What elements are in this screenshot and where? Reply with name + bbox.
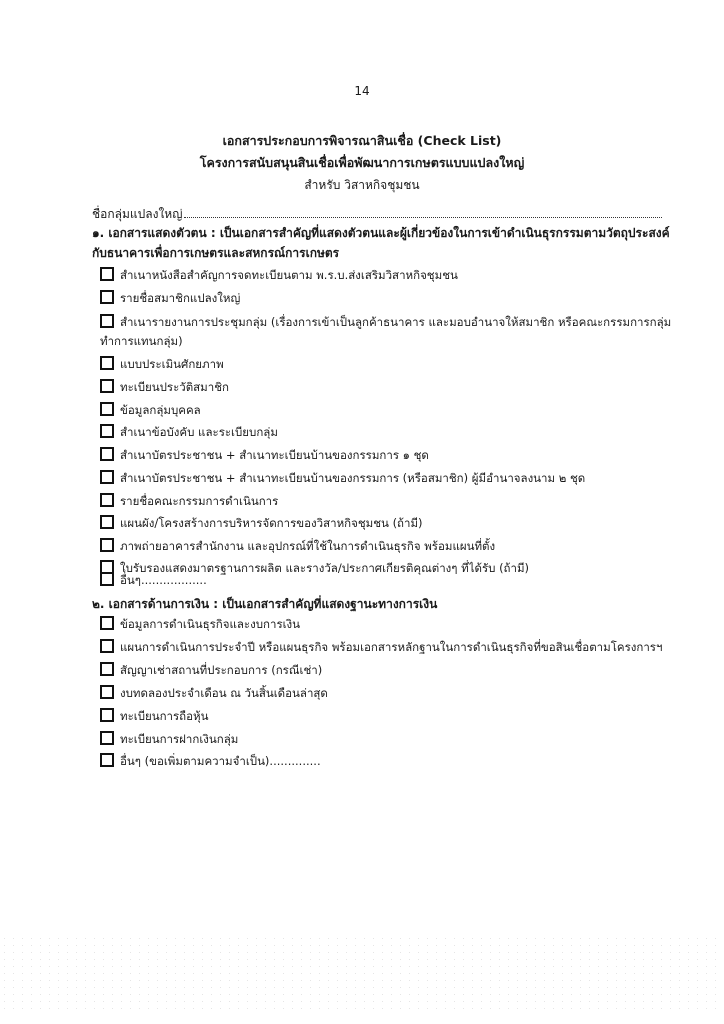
item-label: แผนผัง/โครงสร้างการบริหารจัดการของวิสาหกิจชุมชน (ถ้ามี) <box>120 516 423 530</box>
section2-heading: ๒. เอกสารด้านการเงิน : เป็นเอกสารสำคัญที่แสดงฐานะทางการเงิน <box>92 597 438 611</box>
checklist-item <box>100 684 690 703</box>
item-label: สำเนารายงานการประชุมกลุ่ม (เรื่องการเข้าเป็นลูกค้าธนาคาร และมอบอำนาจให้สมาชิก หรือคณะกรรมการกลุ่มทำการแทนกลุ่ม) <box>100 315 672 348</box>
item-label: อื่นๆ.................. <box>120 573 207 587</box>
checklist-item <box>100 289 690 308</box>
item-label: ทะเบียนการฝากเงินกลุ่ม <box>120 732 239 746</box>
checklist-item <box>100 615 690 634</box>
group-name-blank[interactable] <box>184 207 662 218</box>
checklist-item <box>100 730 690 749</box>
checklist-item <box>100 707 690 726</box>
checklist-item <box>100 638 690 657</box>
checkbox[interactable] <box>100 356 114 370</box>
checklist-item <box>100 537 690 556</box>
checkbox[interactable] <box>100 447 114 461</box>
checklist-item <box>100 355 690 374</box>
checklist-item <box>100 313 675 351</box>
item-label: สำเนาหนังสือสำคัญการจดทะเบียนตาม พ.ร.บ.ส่งเสริมวิสาหกิจชุมชน <box>120 268 458 282</box>
checklist-item <box>100 661 690 680</box>
item-label: ข้อมูลกลุ่มบุคคล <box>120 403 201 417</box>
checkbox[interactable] <box>100 515 114 529</box>
checkbox[interactable] <box>100 493 114 507</box>
checkbox[interactable] <box>100 470 114 484</box>
group-name-line <box>92 205 672 224</box>
item-label: ภาพถ่ายอาคารสำนักงาน และอุปกรณ์ที่ใช้ในการดำเนินธุรกิจ พร้อมแผนที่ตั้ง <box>120 539 496 553</box>
group-name-label: ชื่อกลุ่มแปลงใหญ่ <box>92 207 183 221</box>
item-label: แบบประเมินศักยภาพ <box>120 357 224 371</box>
checklist-item <box>100 571 690 590</box>
item-label: สัญญาเช่าสถานที่ประกอบการ (กรณีเช่า) <box>120 663 323 677</box>
checklist-item <box>100 266 690 285</box>
item-label: อื่นๆ (ขอเพิ่มตามความจำเป็น).............. <box>120 754 321 768</box>
item-label: ข้อมูลการดำเนินธุรกิจและงบการเงิน <box>120 617 301 631</box>
checkbox[interactable] <box>100 572 114 586</box>
checkbox[interactable] <box>100 639 114 653</box>
target-subtitle: สำหรับ วิสาหกิจชุมชน <box>304 178 420 192</box>
checkbox[interactable] <box>100 685 114 699</box>
checkbox[interactable] <box>100 708 114 722</box>
checklist-item <box>100 401 690 420</box>
checkbox[interactable] <box>100 402 114 416</box>
checklist-item <box>100 752 690 771</box>
document-title: เอกสารประกอบการพิจารณาสินเชื่อ (Check List) <box>222 133 502 148</box>
checklist-item <box>100 469 690 488</box>
checkbox[interactable] <box>100 379 114 393</box>
project-title: โครงการสนับสนุนสินเชื่อเพื่อพัฒนาการเกษตรแบบแปลงใหญ่ <box>199 155 525 170</box>
item-label: ใบรับรองแสดงมาตรฐานการผลิต และรางวัล/ประกาศเกียรติคุณต่างๆ ที่ได้รับ (ถ้ามี) <box>120 561 530 575</box>
item-label: ทะเบียนการถือหุ้น <box>120 709 209 723</box>
checklist-item <box>100 514 690 533</box>
checklist-item <box>100 378 690 397</box>
checkbox[interactable] <box>100 424 114 438</box>
checkbox[interactable] <box>100 731 114 745</box>
checkbox[interactable] <box>100 314 114 328</box>
checkbox[interactable] <box>100 538 114 552</box>
checkbox[interactable] <box>100 290 114 304</box>
item-label: สำเนาบัตรประชาชน + สำเนาทะเบียนบ้านของกรรมการ ๑ ชุด <box>120 448 429 462</box>
checkbox[interactable] <box>100 267 114 281</box>
checklist-item <box>100 423 690 442</box>
scan-noise <box>0 935 724 1015</box>
item-label: ทะเบียนประวัติสมาชิก <box>120 380 229 394</box>
item-label: สำเนาบัตรประชาชน + สำเนาทะเบียนบ้านของกรรมการ (หรือสมาชิก) ผู้มีอำนาจลงนาม ๒ ชุด <box>120 471 586 485</box>
section1-heading: ๑. เอกสารแสดงตัวตน : เป็นเอกสารสำคัญที่แสดงตัวตนและผู้เกี่ยวข้องในการเข้าดำเนินธุรกรรมตามวัตถุประสงค์กับธนาคารเพื่อการเกษตรและสหกรณ์การเกษตร <box>92 226 670 260</box>
item-label: สำเนาข้อบังคับ และระเบียบกลุ่ม <box>120 425 278 439</box>
item-label: รายชื่อสมาชิกแปลงใหญ่ <box>120 291 241 305</box>
item-label: งบทดลองประจำเดือน ณ วันสิ้นเดือนล่าสุด <box>120 686 328 700</box>
checkbox[interactable] <box>100 662 114 676</box>
checklist-item <box>100 492 690 511</box>
item-label: แผนการดำเนินการประจำปี หรือแผนธุรกิจ พร้อมเอกสารหลักฐานในการดำเนินธุรกิจที่ขอสินเชื่อตามโครงการฯ <box>120 640 663 654</box>
checkbox[interactable] <box>100 616 114 630</box>
item-label: รายชื่อคณะกรรมการดำเนินการ <box>120 494 279 508</box>
checkbox[interactable] <box>100 753 114 767</box>
checklist-item <box>100 446 690 465</box>
page-number: 14 <box>354 84 370 98</box>
